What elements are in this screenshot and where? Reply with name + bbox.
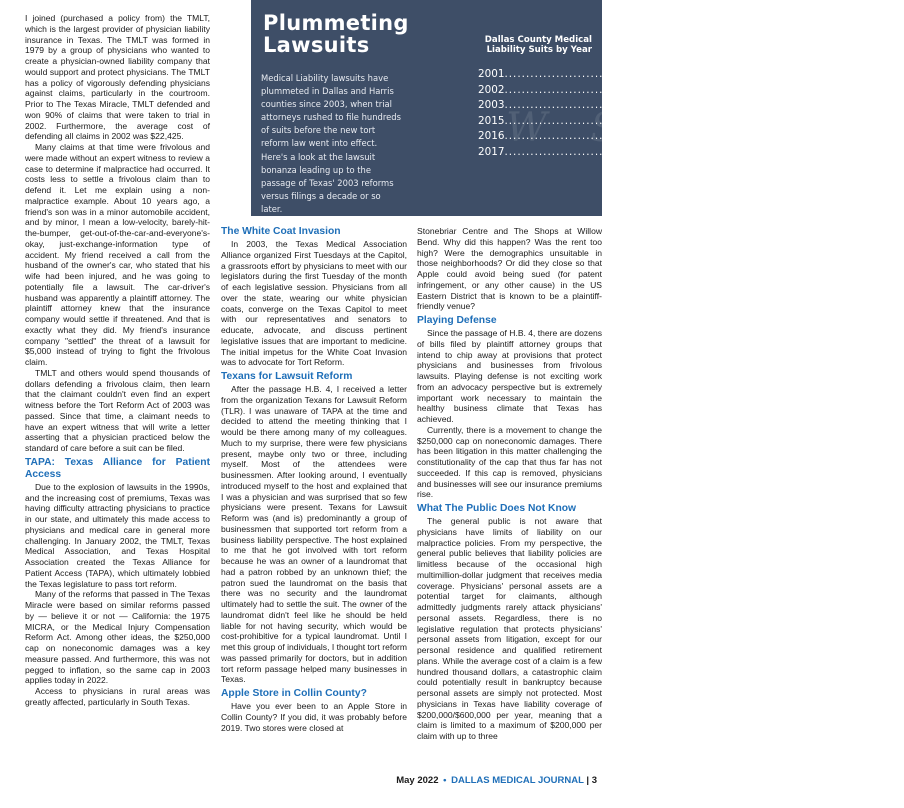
issue-date: May 2022 (396, 775, 439, 786)
paragraph: Have you ever been to an Apple Store in Collin County? If you did, it was probably before 2019. Two stores were closed at (221, 701, 407, 733)
suits-count: 536 (874, 83, 895, 96)
sidebar-box (251, 0, 904, 216)
suits-year: 2017 (478, 145, 505, 158)
page-number: 3 (591, 775, 597, 786)
paragraph: Access to physicians in rural areas was greatly affected, particularly in South Texas. (25, 686, 210, 707)
sidebar-title-line2: Lawsuits (263, 33, 370, 57)
footer-bullet: • (443, 775, 447, 786)
journal-name: DALLAS MEDICAL JOURNAL (451, 775, 584, 786)
paragraph: I joined (purchased a policy from) the TMLT, which is the largest provider of physician liability insurance in Texas. The TMLT was formed in 1979 by a group of physicians who wanted to create a physician-owned liability company that would support and protect physicians. The TMLT has a policy of vigorously defending physicians against claims, particularly in the courtroom. Prior to The Texas Miracle, TMLT defended and won 90% of claims that were taken to trial in 2002. Furthermore, the average cost of defending all claims in 2002 was $22,425. (25, 13, 210, 142)
paragraph: Due to the explosion of lawsuits in the 1990s, and the increasing cost of premiums, Texas was having difficulty attracting physicians to practice in our state, and ultimately this made access to physicians and medical care in general more challenging. In January 2002, the TMLT, Texas Medical Association, and Texas Hospital Association created the Texas Alliance for Patient Access (TAPA), which ultimately lobbied the Texas legislature to pass tort reform. (25, 481, 210, 589)
leader-dots (504, 98, 874, 114)
leader-dots (504, 129, 874, 145)
section-heading-playing-defense: Playing Defense (417, 315, 497, 326)
suits-by-year-heading (432, 35, 592, 55)
paragraph: In 2003, the Texas Medical Association Alliance organized First Tuesdays at the Capitol, a grassroots effort by physicians to meet with our legislators during the first Tuesday of the month of each legislative session. Physicians from all over the state, wearing our white physician coats, converge on the Texas Capitol to meet with our representatives and senators to educate, advocate, and discuss pertinent legislative issues that are important to medicine. The initial impetus for the White Coat Invasion was to advocate for Tort Reform. (221, 239, 407, 368)
paragraph: The general public is not aware that physicians have limits of liability on our malpractice policies. From my perspective, the general public believes that liability policies are limitless because of the occasional high multimillion-dollar judgment that receives media coverage. Physicians' personal assets are a potential target for claimants, although admittedly judgments rarely attack physicians' personal assets. Regardless, there is no legislative regulation that protects physicians' personal assets from litigation, except for our personal residence and qualified retirement plans. While the average cost of a claim is a few hundred thousand dollars, a catastrophic claim could potentially result in bankruptcy because personal assets are simply not protected. Most physicians in Texas have liability coverage of $200,000/$600,000 per year, meaning that a claim is limited to a maximum of $200,000 per claim with up to three (417, 516, 602, 741)
leader-dots (504, 114, 874, 130)
suits-year: 2001 (478, 68, 505, 80)
suits-heading-line2: Liability Suits by Year (486, 45, 592, 55)
section-heading-white-coat: The White Coat Invasion (221, 226, 341, 237)
footer-separator: | (586, 775, 590, 786)
leader-dots (504, 67, 874, 83)
sidebar-body-text: Medical Liability lawsuits have plummeted in Dallas and Harris counties since 2003, when trial attorneys rushed to file hundreds of suits before the new tort reform law went into effect. Here's a look at the lawsuit bonanza leading up to the passage of Texas' 2003 reforms versus filings a decade or so later. (261, 73, 401, 214)
suits-row (478, 83, 895, 99)
section-heading-tlr: Texans for Lawsuit Reform (221, 371, 353, 382)
suits-year: 2003 (478, 99, 505, 112)
sidebar-title (263, 12, 409, 56)
suits-year: 2002 (478, 83, 505, 96)
suits-row (478, 98, 904, 114)
suits-year: 2015 (478, 114, 505, 127)
paragraph: After the passage H.B. 4, I received a letter from the organization Texans for Lawsuit Reform (TLR). I was unaware of TAPA at the time and decided to attend the meeting thinking that I would be there among many of my colleagues. Much to my surprise, there were few physicians present, maybe only two or three, including myself. Most of the attendees were businessmen. After looking around, I eventually introduced myself to the host and explained that I was a physician and was surprised that so few physicians were present. Texans for Lawsuit Reform was (and is) predominantly a group of businessmen that supported tort reform from a business liability perspective. The host explained to me that he got involved with tort reform because he was an owner of a laundromat that had a patron robbed by an unknown thief; the patron sued the laundromat on the basis that there was no security and the laundromat ultimately had to settle the suit. The owner of the laundromat didn't feel like he should be held liable for not having security, which would be cost-prohibitive for a typical laundromat. Until I met this group of individuals, I thought tort reform was passed primarily for doctors, but in addition tort reform passage helped many businesses in Texas. (221, 384, 407, 685)
paragraph: Many of the reforms that passed in The Texas Miracle were based on similar reforms passed by — believe it or not — California: the 1975 MICRA, or the Medical Injury Compensation Reform Act. Among other ideas, the $250,000 cap on noneconomic damages was a key measure passed. And furthermore, this was not pegged to inflation, so the same cap in 2003 applies today in 2022. (25, 589, 210, 686)
suits-row (478, 145, 895, 161)
page-footer (396, 775, 597, 786)
suits-count: 1,108 (874, 99, 904, 112)
paragraph: Currently, there is a movement to change the $250,000 cap on noneconomic damages. There has been litigation in this matter challenging the constitutionality of the cap that thus far has not succeeded. If this cap is removed, physicians and businesses will see our insurance premiums rise. (417, 424, 602, 500)
article-column-2 (221, 226, 407, 733)
leader-dots (504, 83, 874, 99)
section-heading-public: What The Public Does Not Know (417, 503, 577, 514)
suits-year: 2016 (478, 130, 505, 143)
paragraph: Stonebriar Centre and The Shops at Willow Bend. Why did this happen? Was the rent too high? Were the demographics unsuitable in those neighborhoods? Or did they close so that Apple could avoid being sued (for patent infringement, or any other cause) in the US Eastern District that is known to be a plaintiff-friendly venue? (417, 226, 602, 312)
suits-row (478, 129, 895, 145)
section-heading-apple-store: Apple Store in Collin County? (221, 688, 367, 699)
suits-heading-line1: Dallas County Medical (484, 35, 592, 45)
leader-dots (504, 145, 874, 161)
paragraph: Since the passage of H.B. 4, there are dozens of bills filed by plaintiff attorney groups that intend to chip away at provisions that protect physicians and businesses from frivolous lawsuits. Playing defense is not exciting work from an advocacy perspective but is extremely important work necessary to maintain the healthy business climate that Texas has achieved. (417, 328, 602, 424)
suits-count: 487 (874, 68, 895, 80)
suits-row (478, 67, 895, 83)
suits-count: 134 (874, 114, 895, 127)
watermark-decoration: W S Z (506, 105, 696, 151)
sidebar-title-line1: Plummeting (263, 11, 409, 35)
suits-count: 126 (874, 145, 895, 158)
suits-row (478, 114, 895, 130)
article-column-1 (25, 13, 210, 708)
paragraph: Many claims at that time were frivolous and were made without an expert witness to review a case to determine if malpractice had occurred. It costs less to settle a frivolous claim than to defend it. Let me explain using a non-malpractice example. About 10 years ago, a friend's son was in a minor automobile accident, and by minor, I mean a low-velocity, barely-hit-the-bumper, get-out-of-the-car-and-everyone's-okay, just-exchange-information type of accident. My friend received a call from the husband of the owner's car, who stated that his wife had been injured, and he was going to potentially file a lawsuit. The car-driver's husband was apparently a plaintiff attorney. The plaintiff attorney knew that the insurance company would settle if threatened. And that is exactly what they did. My friend's insurance company "settled" the threat of a lawsuit for $5,000 instead of trying to fight the frivolous claim. (25, 142, 210, 367)
paragraph: TMLT and others would spend thousands of dollars defending a frivolous claim, then learn that the claimant couldn't even find an expert witness before the Tort Reform Act of 2003 was passed. Since that time, a claimant needs to have an expert witness that will write a letter asserting that a physician practiced below the standard of care before a suit can be filed. (25, 367, 210, 453)
section-heading-tapa: TAPA: Texas Alliance for Patient Access (25, 456, 210, 480)
article-column-3 (417, 226, 602, 742)
suits-count: 142 (874, 130, 895, 143)
